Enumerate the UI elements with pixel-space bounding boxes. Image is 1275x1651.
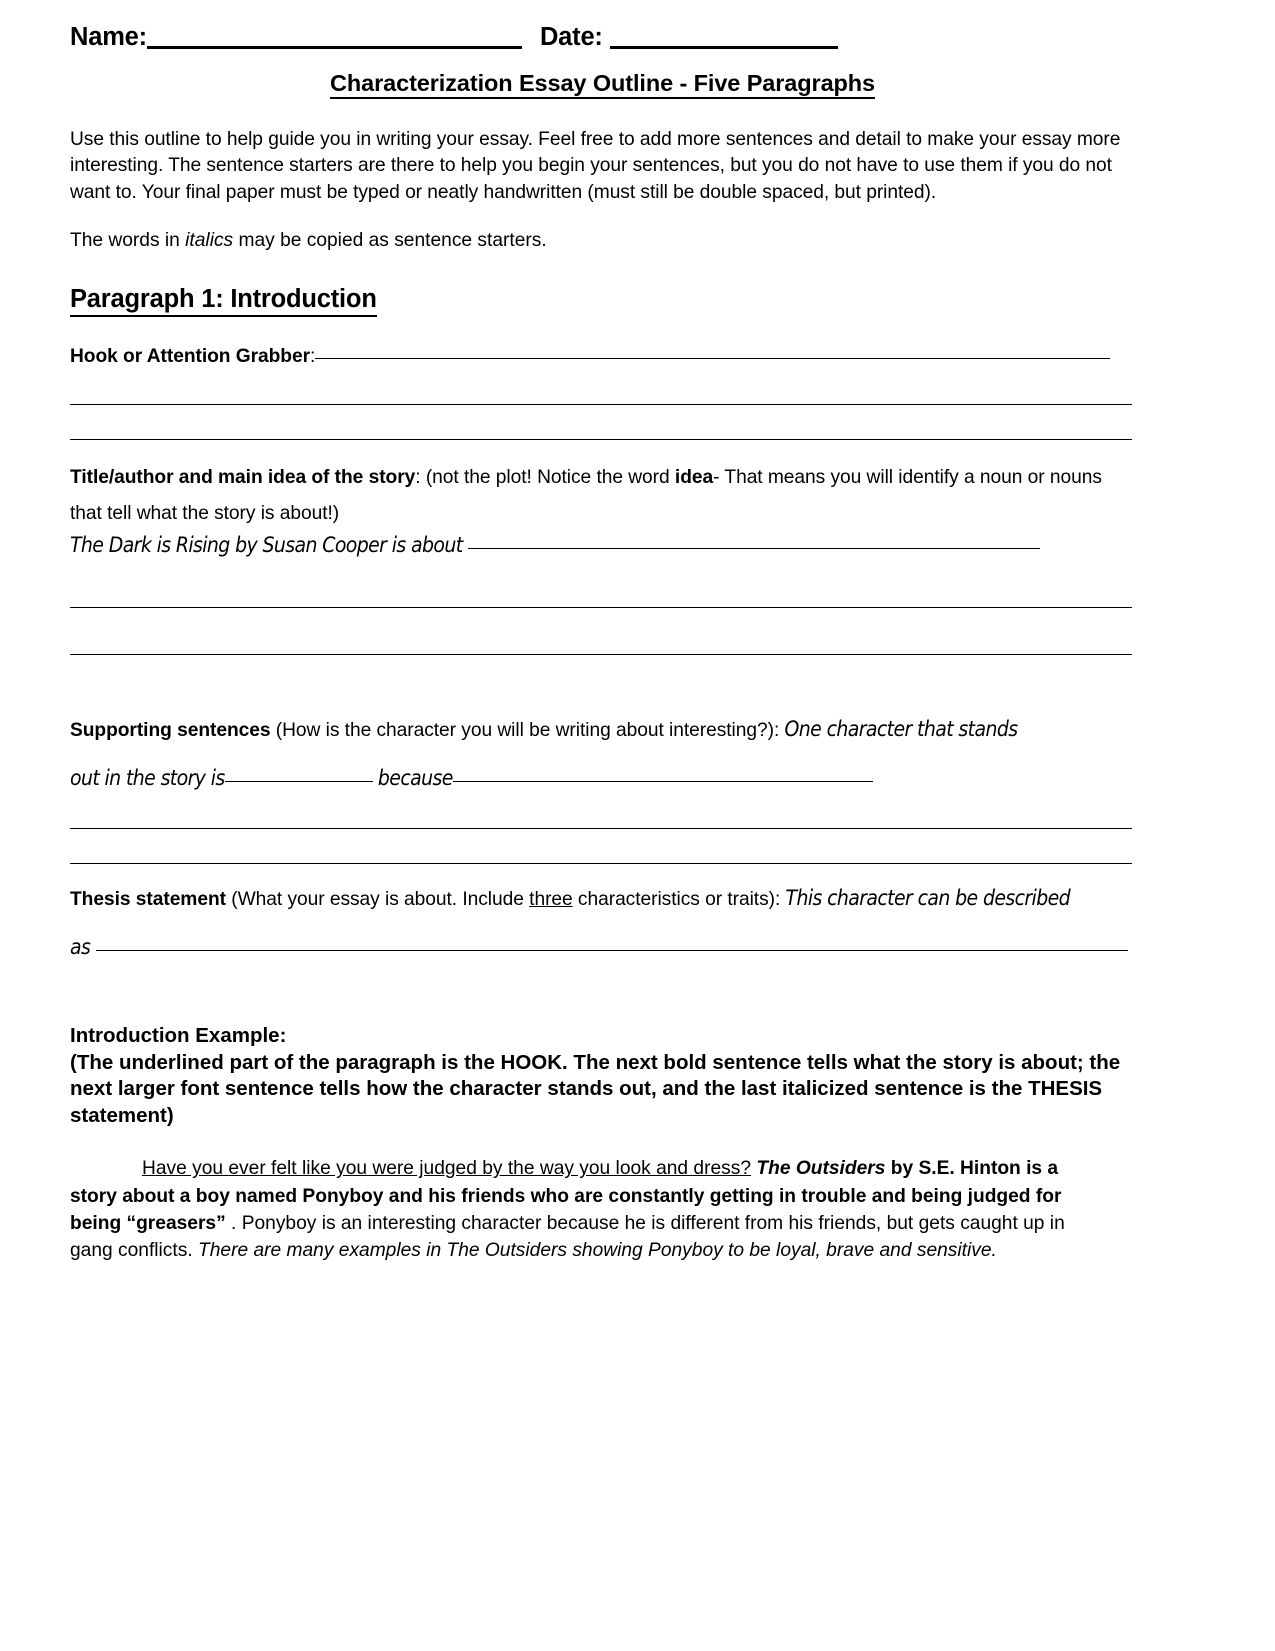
- italics-note-before: The words in: [70, 230, 186, 252]
- example-heading: Introduction Example:: [70, 1023, 287, 1047]
- instructions-paragraph: Use this outline to help guide you in writing your essay. Feel free to add more sentences and detail to make your essay more interesting. The sentence starters are there to help you begin your sentences, but you do not have to use them if you do not want to. Your final paper must be typed or neatly handwritten (must still be double spaced, but printed).: [70, 128, 1121, 203]
- italics-note-word: italics: [185, 230, 234, 252]
- thesis-starter-line-2: as: [70, 935, 91, 960]
- supporting-starter-line-2b: because: [377, 766, 453, 791]
- example-thesis-sentence: There are many examples in The Outsiders showing Ponyboy to be loyal, brave and sensitive.: [198, 1240, 997, 1262]
- example-paragraph: [70, 1155, 1110, 1264]
- title-author-label: Title/author and main idea of the story: [70, 467, 416, 489]
- spacer: [70, 405, 1135, 439]
- hook-label: Hook or Attention Grabber: [70, 345, 311, 367]
- spacer: [70, 655, 1135, 715]
- thesis-instruction-1: (What your essay is about. Include: [225, 888, 530, 910]
- title-author-instruction-1: : (not the plot! Notice the word: [415, 467, 675, 489]
- supporting-starter-line-2a: out in the story is: [70, 766, 225, 791]
- thesis-prompt: [70, 884, 1135, 914]
- supporting-starter-line-1: One character that stands: [784, 716, 1018, 741]
- spacer: [70, 608, 1135, 654]
- date-label: Date:: [539, 23, 603, 51]
- example-hook-sentence: Have you ever felt like you were judged by the way you look and dress?: [142, 1158, 752, 1180]
- section-heading-paragraph-1: [70, 285, 1135, 314]
- spacer: [70, 370, 1135, 404]
- title-author-instruction-2: - That means you will identify a noun or nouns that tell what the story is about!): [70, 467, 1102, 524]
- name-date-row: [70, 22, 1135, 54]
- spacer: [70, 963, 1135, 1023]
- hook-colon: :: [310, 345, 316, 367]
- page-title: [70, 70, 1135, 97]
- title-author-starter-text: The Dark is Rising by Susan Cooper is about: [70, 533, 463, 558]
- title-author-idea-word: idea: [674, 467, 714, 489]
- supporting-starter-row-2: [70, 764, 1135, 794]
- spacer: [70, 744, 1135, 764]
- spacer: [70, 794, 1135, 828]
- spacer: [70, 561, 1135, 607]
- italics-note: [70, 228, 1135, 255]
- italics-note-after: may be copied as sentence starters.: [233, 230, 547, 252]
- title-author-starter-row: [70, 531, 1135, 561]
- hook-fill-line-1[interactable]: [315, 346, 1110, 359]
- thesis-label: Thesis statement: [70, 888, 226, 910]
- title-author-fill-line-1[interactable]: [468, 536, 1040, 549]
- supporting-fill-short[interactable]: [225, 769, 373, 782]
- thesis-three-word: three: [529, 888, 573, 910]
- hook-prompt: [70, 344, 1135, 371]
- title-author-prompt: [70, 460, 1135, 531]
- supporting-instruction: (How is the character you will be writing about interesting?):: [270, 719, 785, 741]
- example-bold-body: by S.E. Hinton is a story about a boy named Ponyboy and his friends who are constantly getting in trouble and being judged for being “greasers”: [70, 1158, 1062, 1234]
- spacer: [70, 913, 1135, 933]
- thesis-instruction-2: characteristics or traits):: [572, 888, 786, 910]
- supporting-prompt: [70, 715, 1135, 745]
- example-book-title: The Outsiders: [756, 1158, 886, 1180]
- name-label: Name:: [70, 23, 147, 51]
- example-plain-body: . Ponyboy is an interesting character because he is different from his friends, but gets caught up in gang conflicts.: [70, 1213, 1065, 1262]
- thesis-fill-line[interactable]: [96, 938, 1128, 951]
- thesis-starter-row-2: [70, 933, 1135, 963]
- spacer: [70, 440, 1135, 460]
- section-heading-text: Paragraph 1: Introduction: [70, 285, 377, 317]
- page-title-text: Characterization Essay Outline - Five Paragraphs: [330, 70, 875, 99]
- supporting-fill-because[interactable]: [453, 769, 873, 782]
- spacer: [70, 829, 1135, 863]
- thesis-starter-line-1: This character can be described: [785, 885, 1071, 910]
- name-input-line[interactable]: [147, 46, 522, 49]
- spacer: [70, 864, 1135, 884]
- supporting-label: Supporting sentences: [70, 719, 271, 741]
- worksheet-content: [70, 22, 1135, 1265]
- example-note: (The underlined part of the paragraph is the HOOK. The next bold sentence tells what the story is about; the next larger font sentence tells how the character stands out, and the last italicized sentence is the THESIS statement): [70, 1050, 1121, 1127]
- date-input-line[interactable]: [610, 46, 838, 49]
